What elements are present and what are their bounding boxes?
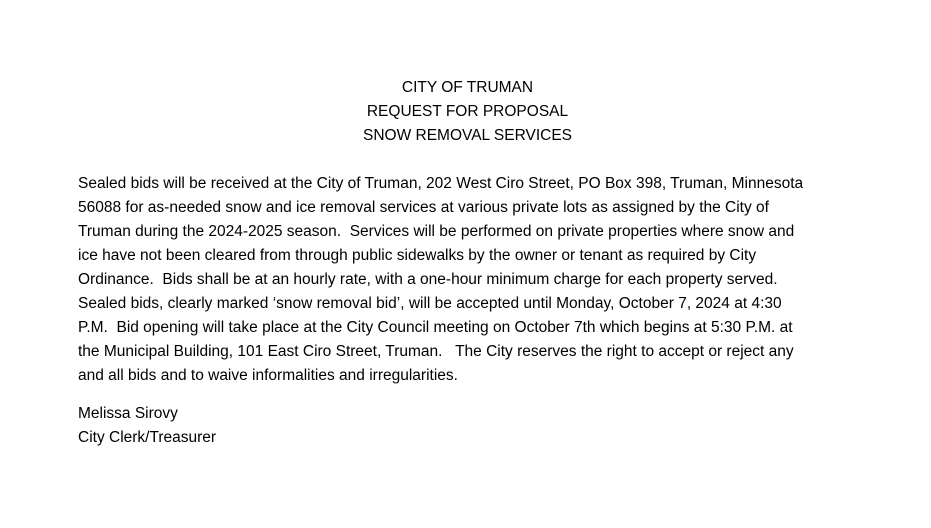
body-line: Sealed bids will be received at the City of Truman, 202 West Ciro Street, PO Box 398, Truman, Minnesota	[78, 175, 804, 192]
body-line: Sealed bids, clearly marked ‘snow removal bid’, will be accepted until Monday, October 7, 2024 at 4:30	[78, 295, 782, 312]
body-line: 56088 for as-needed snow and ice removal services at various private lots as assigned by the City of	[78, 199, 769, 216]
signer-name: Melissa Sirovy	[78, 405, 178, 422]
body-line: ice have not been cleared from through public sidewalks by the owner or tenant as required by City	[78, 247, 757, 264]
body-line: and all bids and to waive informalities and irregularities.	[78, 367, 458, 384]
heading-city: CITY OF TRUMAN	[401, 79, 534, 96]
notice-body	[78, 172, 878, 388]
document-heading	[0, 76, 931, 148]
body-line: Truman during the 2024-2025 season. Services will be performed on private properties where snow and	[78, 223, 795, 240]
body-line: P.M. Bid opening will take place at the City Council meeting on October 7th which begins at 5:30 P.M. at	[78, 319, 793, 336]
signature-block	[78, 402, 478, 450]
signer-title: City Clerk/Treasurer	[78, 429, 217, 446]
heading-request: REQUEST FOR PROPOSAL	[366, 103, 569, 120]
body-line: the Municipal Building, 101 East Ciro Street, Truman. The City reserves the right to accept or reject any	[78, 343, 794, 360]
body-line: Ordinance. Bids shall be at an hourly rate, with a one-hour minimum charge for each property served.	[78, 271, 778, 288]
heading-service: SNOW REMOVAL SERVICES	[362, 127, 572, 144]
